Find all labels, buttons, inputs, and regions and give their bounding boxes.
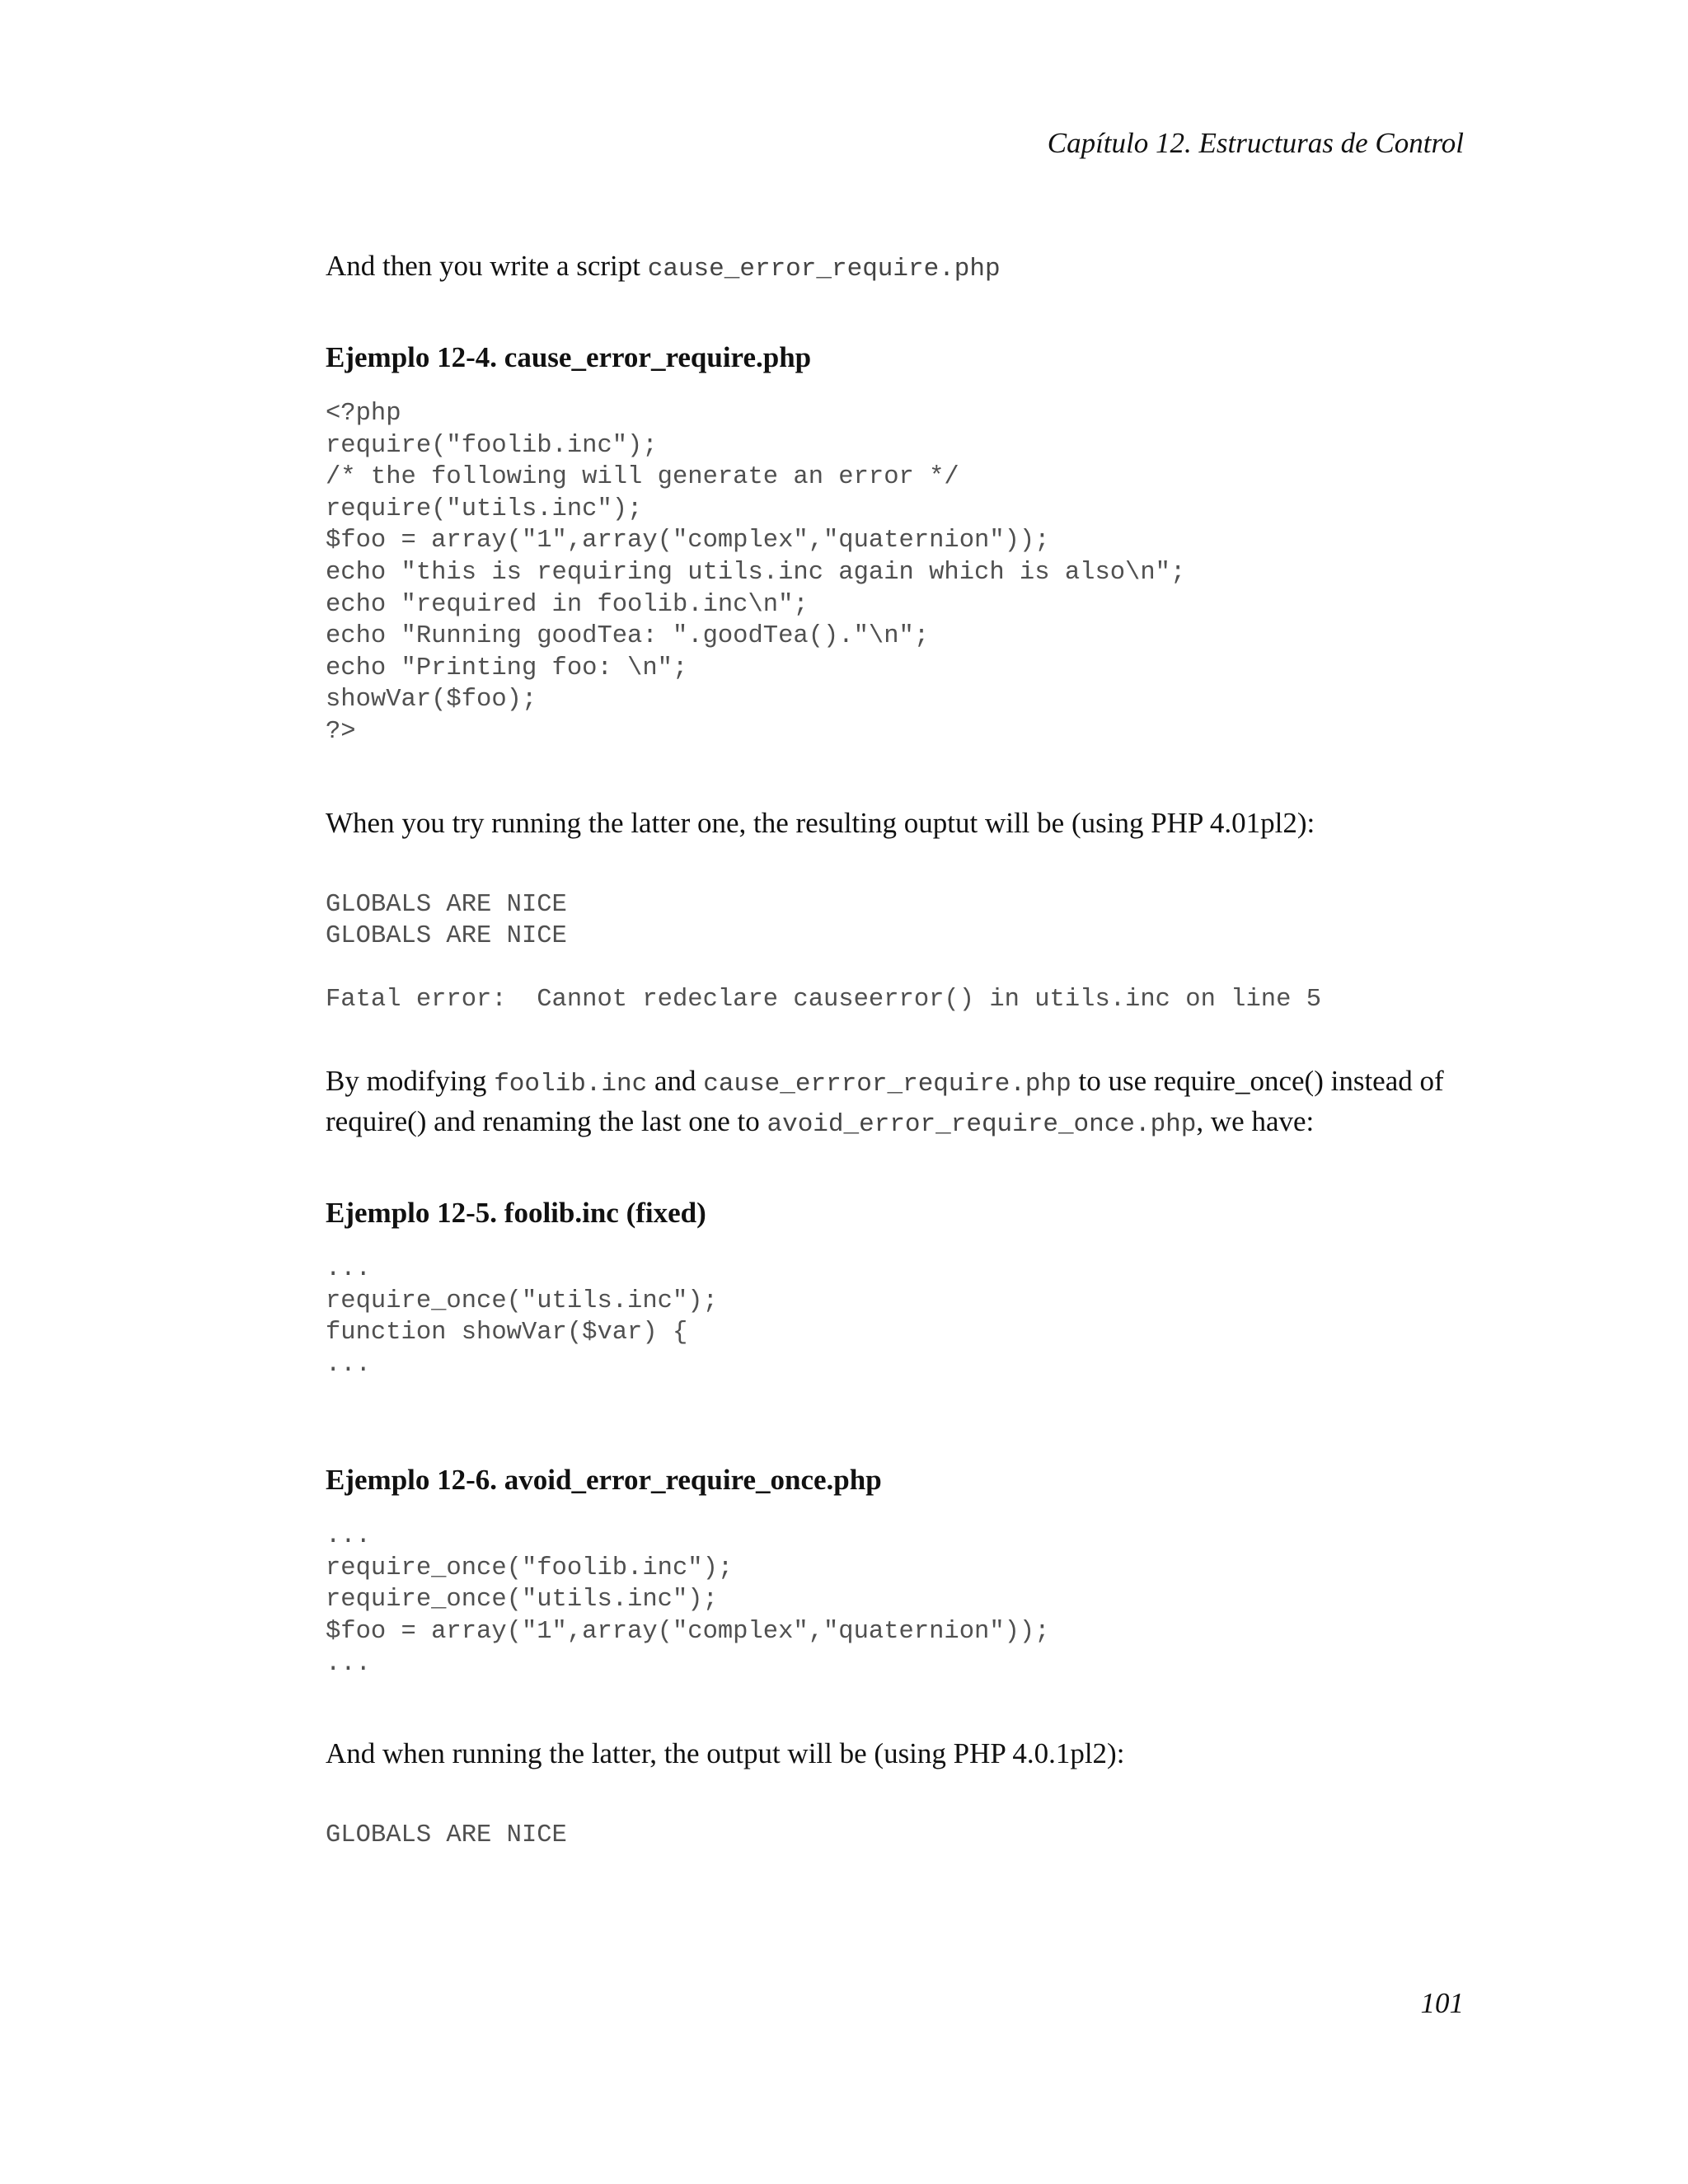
modify-text-4: , we have: bbox=[1196, 1104, 1315, 1137]
intro-text: And then you write a script bbox=[326, 250, 648, 282]
example-12-4-code: <?php require("foolib.inc"); /* the following will generate an error */ require("utils.inc"); $foo = array("1",array("complex","quaternion")); echo "this is requiring utils.inc again which is also\n"; echo "required in foolib.inc\n"; echo "Running goodTea: ".goodTea()."\n"; echo "Printing foo: \n"; showVar($foo); ?> bbox=[326, 400, 1186, 746]
modify-paragraph bbox=[326, 1062, 1471, 1143]
output-intro-paragraph: When you try running the latter one, the resulting ouptut will be (using PHP 4.01pl2): bbox=[326, 806, 1315, 839]
modify-text-2: and bbox=[647, 1064, 704, 1097]
output-2-intro-paragraph: And when running the latter, the output will be (using PHP 4.0.1pl2): bbox=[326, 1737, 1125, 1770]
example-12-5-title: Ejemplo 12-5. foolib.inc (fixed) bbox=[326, 1196, 706, 1229]
modify-code-avoid: avoid_error_require_once.php bbox=[767, 1109, 1197, 1139]
example-12-6-code: ... require_once("foolib.inc"); require_once("utils.inc"); $foo = array("1",array("complex","quaternion")); ... bbox=[326, 1522, 1050, 1678]
example-12-5-code: ... require_once("utils.inc"); function showVar($var) { ... bbox=[326, 1254, 718, 1379]
intro-filename: cause_error_require.php bbox=[647, 255, 1001, 284]
output-2-code: GLOBALS ARE NICE bbox=[326, 1821, 567, 1850]
modify-text-1: By modifying bbox=[326, 1064, 495, 1097]
example-12-6-title: Ejemplo 12-6. avoid_error_require_once.php bbox=[326, 1464, 882, 1497]
modify-code-foolib: foolib.inc bbox=[494, 1069, 648, 1099]
page-content bbox=[326, 247, 1471, 1852]
modify-code-cause: cause_errror_require.php bbox=[703, 1069, 1071, 1099]
running-header: Capítulo 12. Estructuras de Control bbox=[1047, 127, 1464, 159]
page-number: 101 bbox=[1420, 1987, 1464, 2019]
example-12-4-title: Ejemplo 12-4. cause_error_require.php bbox=[326, 341, 812, 373]
modify-text-3: to use require_once() instead of require() and renaming the last one to bbox=[326, 1064, 1444, 1137]
intro-paragraph bbox=[326, 247, 1471, 288]
output-1-code: GLOBALS ARE NICE GLOBALS ARE NICE Fatal error: Cannot redeclare causeerror() in utils.inc on line 5 bbox=[326, 890, 1321, 1015]
